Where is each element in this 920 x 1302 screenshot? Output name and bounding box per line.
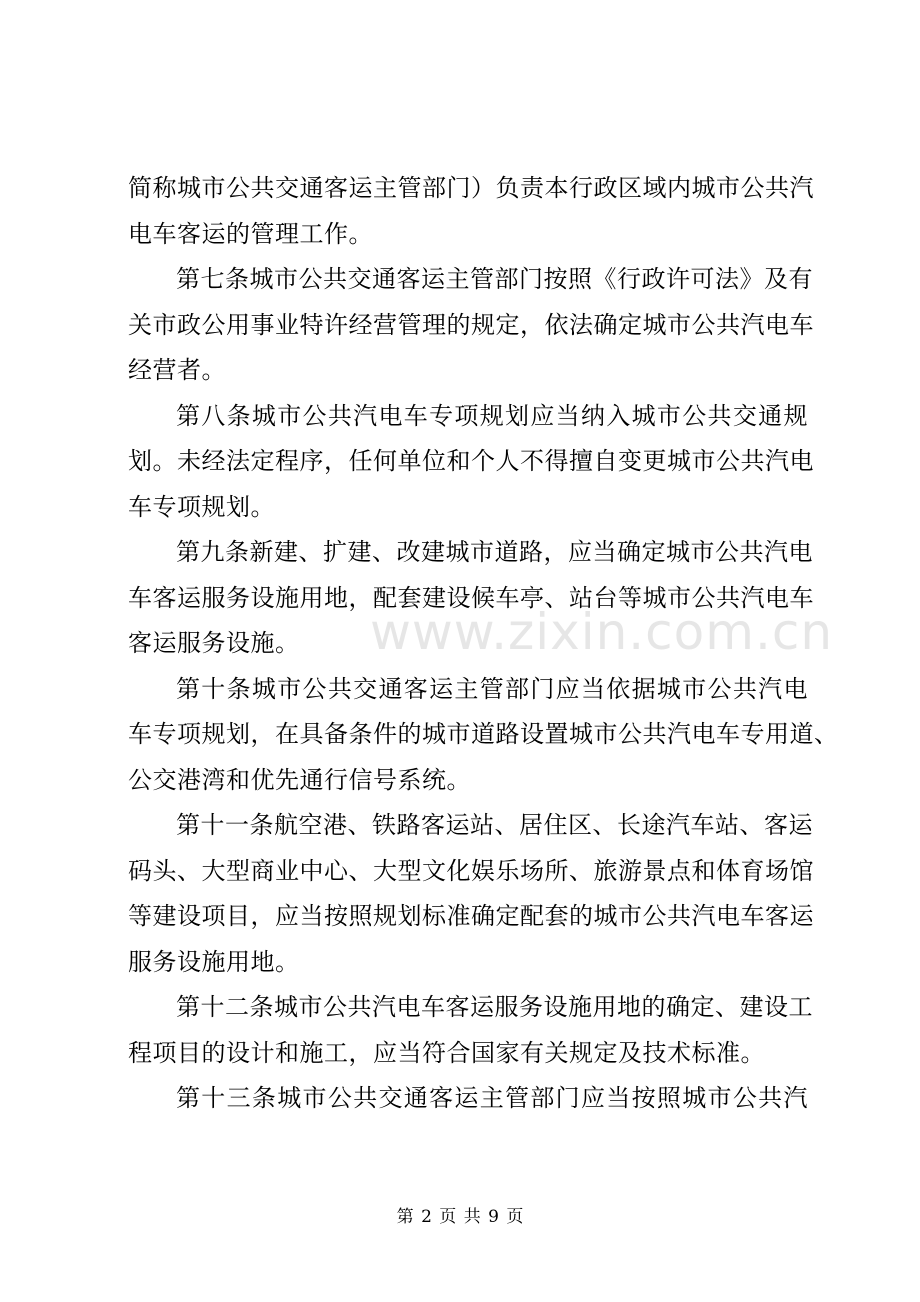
text-line: 划。未经法定程序，任何单位和个人不得擅自变更城市公共汽电 [128,447,814,475]
text-line: 第七条城市公共交通客运主管部门按照《行政许可法》及有 [176,265,813,293]
paragraph-continuation [128,166,814,257]
text-line: 第十一条航空港、铁路客运站、居住区、长途汽车站、客运 [176,811,813,839]
text-line: 程项目的设计和施工，应当符合国家有关规定及技术标准。 [128,1038,765,1067]
text-line: 码头、大型商业中心、大型文化娱乐场所、旅游景点和体育场馆 [128,856,814,885]
text-line: 第十三条城市公共交通客运主管部门应当按照城市公共汽 [176,1084,808,1112]
text-line: 简称城市公共交通客运主管部门）负责本行政区域内城市公共汽 [128,174,814,202]
page-footer [0,1202,920,1227]
page-number-label: 第 2 页 共 9 页 [396,1207,524,1227]
text-line: 客运服务设施。 [128,629,300,657]
paragraph-article-8 [128,394,814,531]
text-line: 服务设施用地。 [128,947,300,976]
paragraph-article-11 [128,803,814,985]
text-line: 等建设项目，应当按照规划标准确定配套的城市公共汽电车客运 [128,902,814,930]
paragraph-article-7 [128,257,814,394]
paragraph-article-9 [128,530,814,667]
text-line: 公交港湾和优先通行信号系统。 [128,765,471,794]
paragraph-article-13 [128,1076,808,1122]
text-line: 第十二条城市公共汽电车客运服务设施用地的确定、建设工 [176,993,813,1021]
text-line: 第十条城市公共交通客运主管部门应当依据城市公共汽电 [176,674,808,703]
text-line: 车客运服务设施用地，配套建设候车亭、站台等城市公共汽电车 [128,583,814,612]
text-line: 经营者。 [128,356,226,384]
document-body [128,166,839,1122]
paragraph-article-10 [128,667,839,804]
text-line: 电车客运的管理工作。 [128,219,373,248]
paragraph-article-12 [128,985,813,1076]
text-line: 第九条新建、扩建、改建城市道路，应当确定城市公共汽电 [176,538,813,566]
text-line: 车专项规划，在具备条件的城市道路设置城市公共汽电车专用道、 [128,720,839,748]
text-line: 第八条城市公共汽电车专项规划应当纳入城市公共交通规 [176,401,808,430]
text-line: 关市政公用事业特许经营管理的规定，依法确定城市公共汽电车 [128,310,814,339]
text-line: 车专项规划。 [128,492,275,521]
watermark: www.zixin.com.cn [370,603,834,661]
